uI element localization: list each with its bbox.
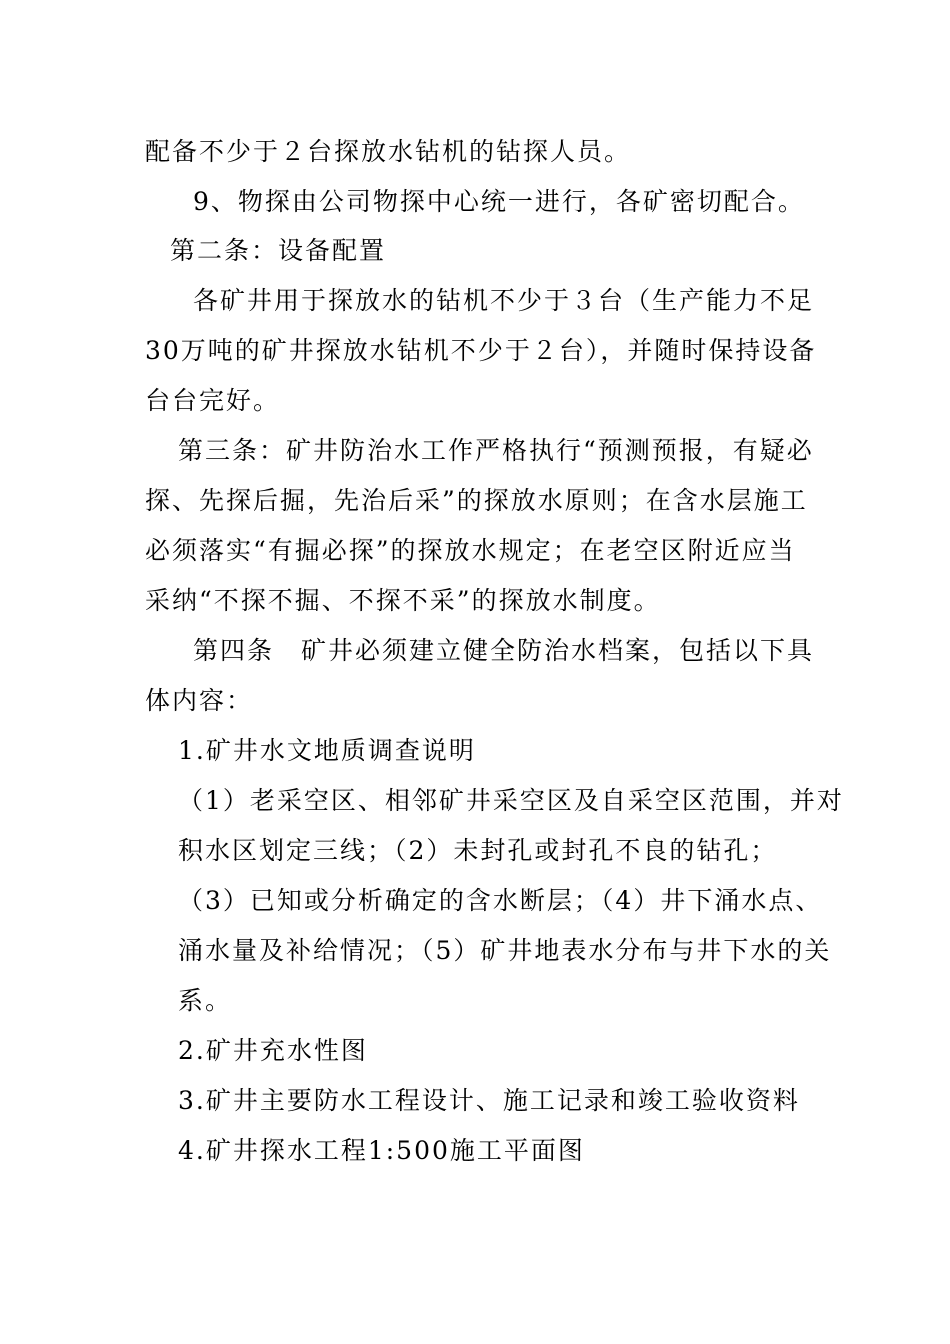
text-line-6: 台台完好。 xyxy=(145,386,281,415)
list-item-4: 4.矿井探水工程1:500施工平面图 xyxy=(178,1136,585,1165)
text-line-18: 系。 xyxy=(178,986,233,1015)
text-line-15: 积水区划定三线；（2）未封孔或封孔不良的钻孔； xyxy=(178,836,778,865)
text-line-12: 体内容： xyxy=(145,686,254,715)
section-heading-4: 第四条 矿井必须建立健全防治水档案，包括以下具 xyxy=(193,636,815,665)
text-line-2: 9、物探由公司物探中心统一进行，各矿密切配合。 xyxy=(193,187,805,216)
text-line-14: （1）老采空区、相邻矿井采空区及自采空区范围，并对 xyxy=(178,786,844,815)
text-line-17: 涌水量及补给情况；（5）矿井地表水分布与井下水的关 xyxy=(178,936,832,965)
text-line-5: 30万吨的矿井探放水钻机不少于２台），并随时保持设备 xyxy=(145,336,817,365)
list-item-1: 1.矿井水文地质调查说明 xyxy=(178,736,476,765)
text-line-16: （3）已知或分析确定的含水断层；（4）井下涌水点、 xyxy=(178,886,823,915)
text-line-1: 配备不少于２台探放水钻机的钻探人员。 xyxy=(145,137,632,166)
text-line-10: 采纳“不探不掘、不探不采”的探放水制度。 xyxy=(145,586,661,615)
text-line-4: 各矿井用于探放水的钻机不少于３台（生产能力不足 xyxy=(193,286,815,315)
text-line-9: 必须落实“有掘必探”的探放水规定；在老空区附近应当 xyxy=(145,536,796,565)
section-heading-2: 第二条：设备配置 xyxy=(170,236,387,265)
section-heading-3: 第三条：矿井防治水工作严格执行“预测预报，有疑必 xyxy=(178,436,814,465)
text-line-8: 探、先探后掘，先治后采”的探放水原则；在含水层施工 xyxy=(145,486,808,515)
list-item-3: 3.矿井主要防水工程设计、施工记录和竣工验收资料 xyxy=(178,1086,800,1115)
list-item-2: 2.矿井充水性图 xyxy=(178,1036,368,1065)
